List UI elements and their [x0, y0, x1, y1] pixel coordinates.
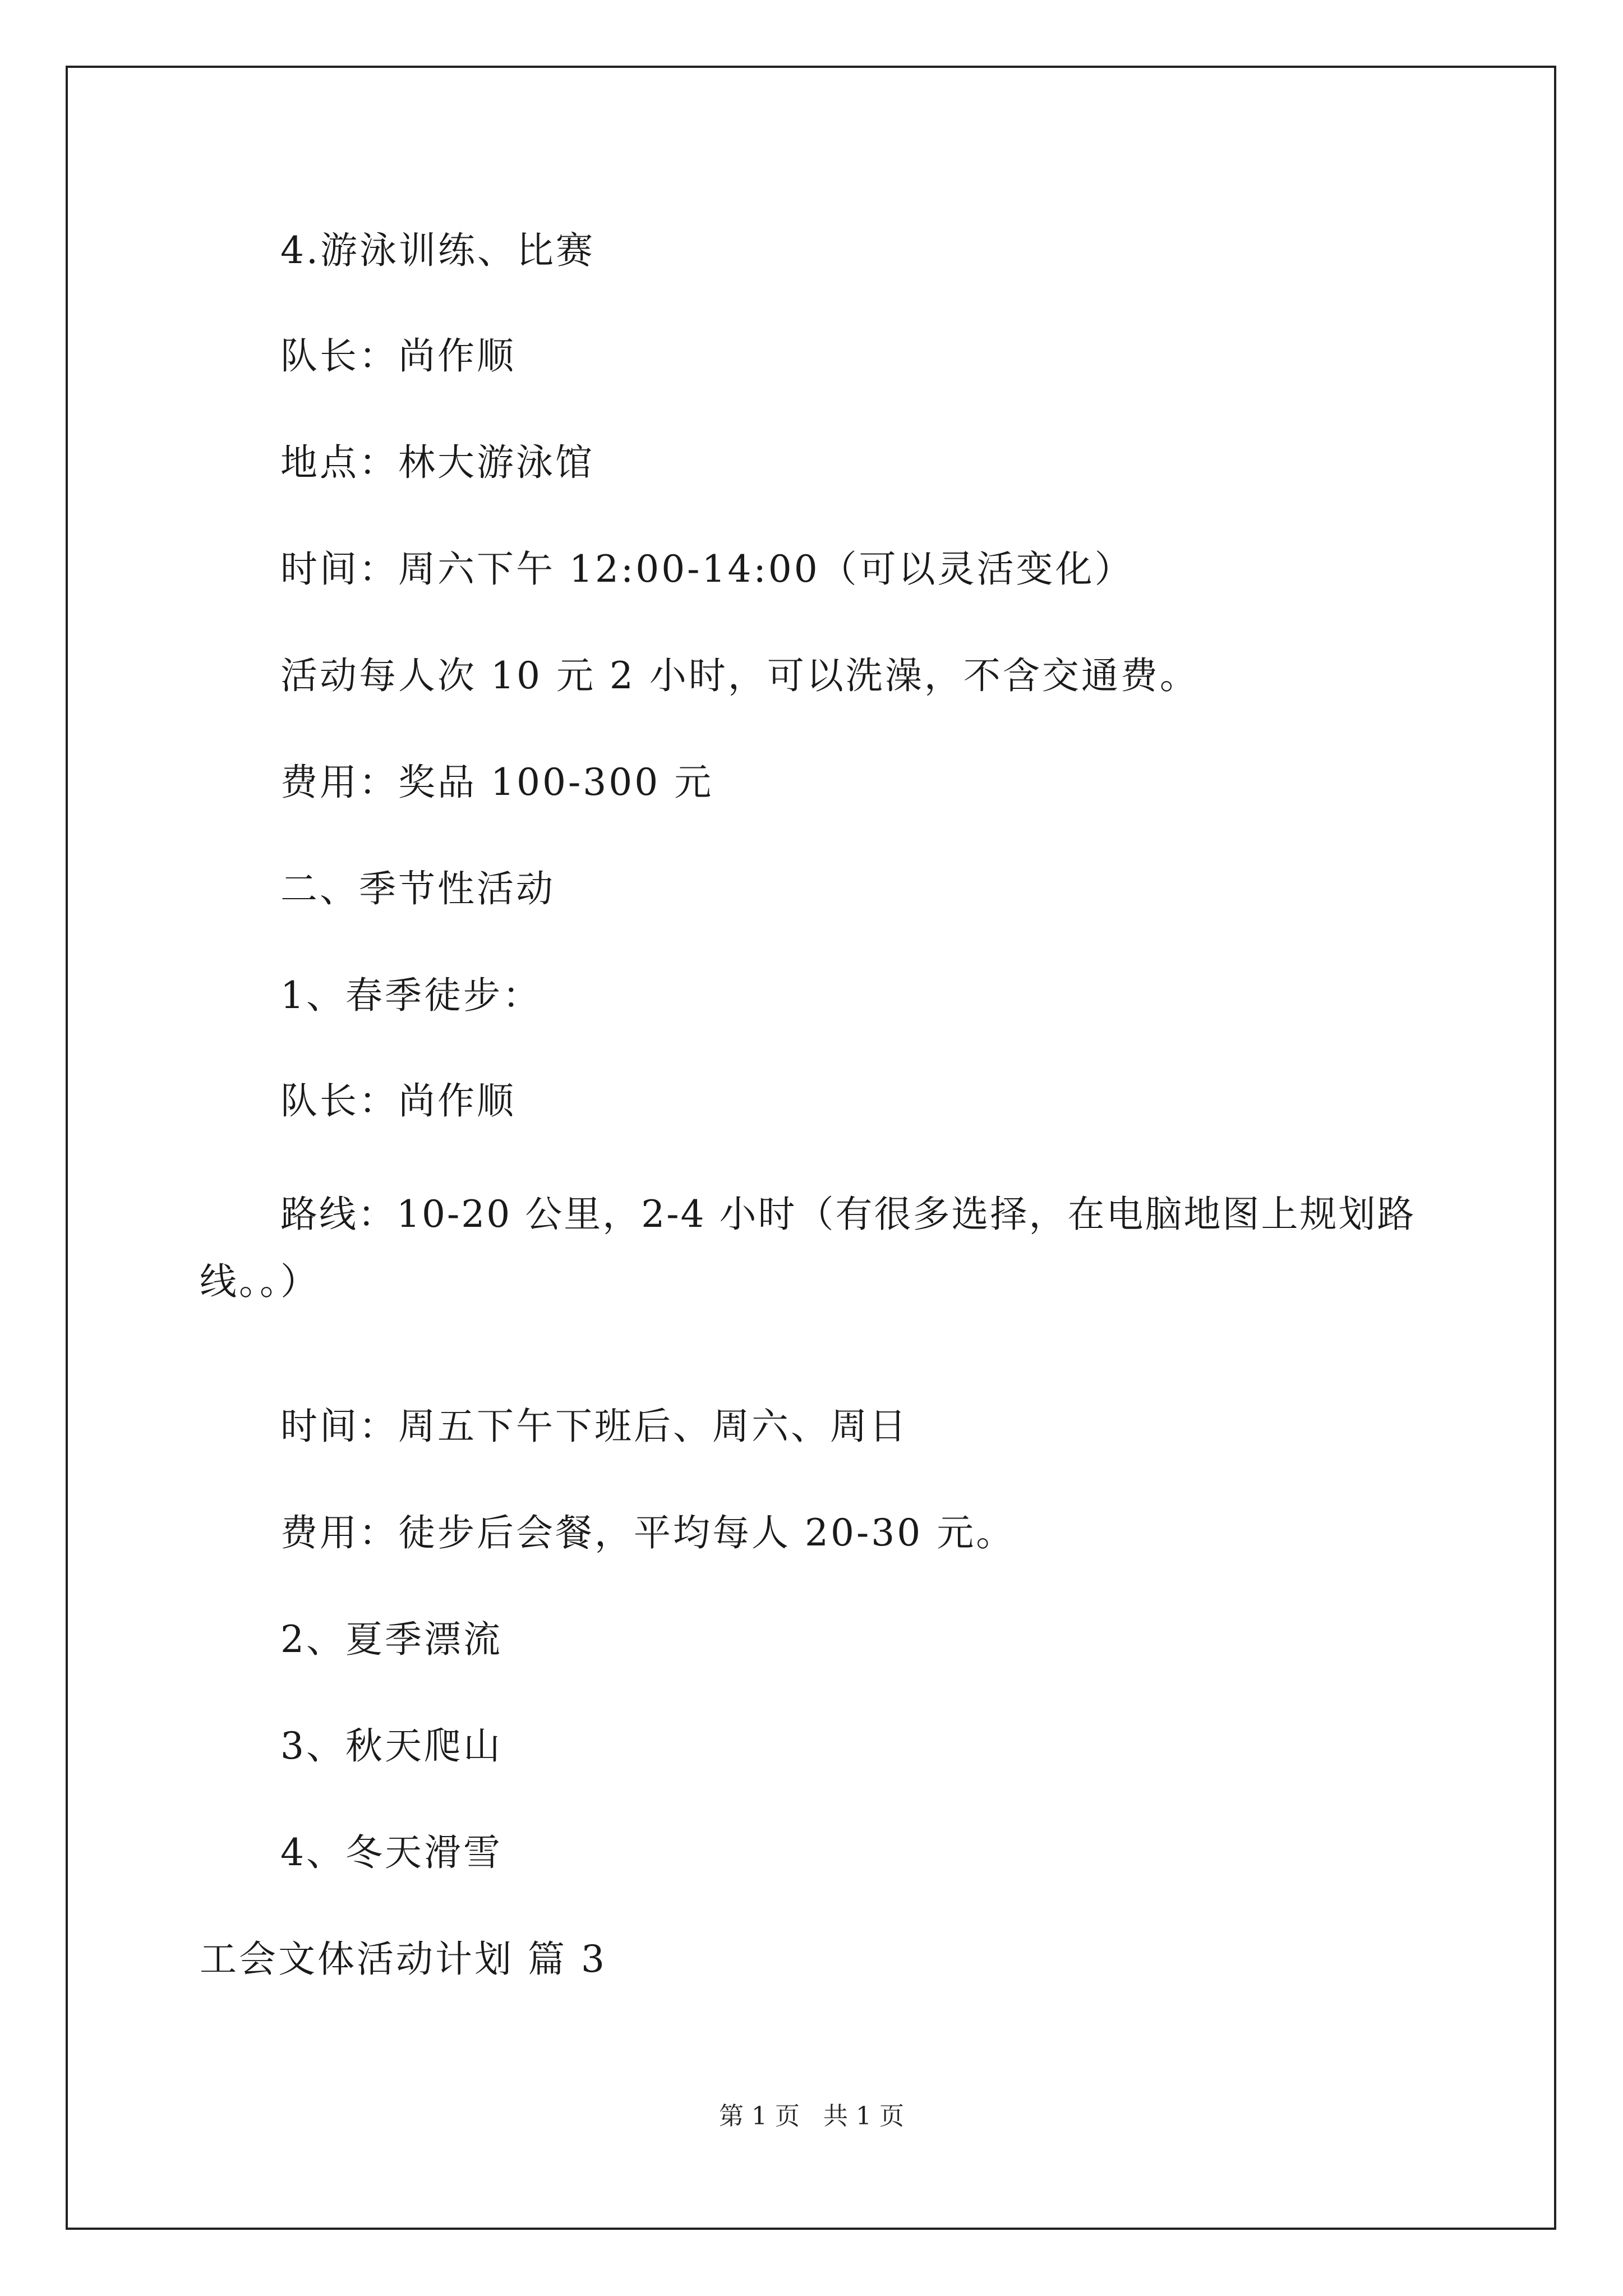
page-number-current: 第 1 页: [719, 2102, 800, 2131]
paragraph-location: 地点：林大游泳馆: [280, 441, 594, 484]
item-summer-rafting: 2、夏季漂流: [280, 1618, 502, 1661]
page-number-total: 共 1 页: [823, 2102, 904, 2131]
page-footer: [0, 2101, 1623, 2132]
paragraph-cost-prizes: 费用：奖品 100-300 元: [280, 761, 714, 804]
paragraph-activity-fee: 活动每人次 10 元 2 小时，可以洗澡，不含交通费。: [280, 654, 1199, 697]
paragraph-time-hike: 时间：周五下午下班后、周六、周日: [280, 1405, 909, 1448]
paragraph-captain: 队长：尚作顺: [280, 334, 516, 378]
section-heading-swimming: 4.游泳训练、比赛: [280, 229, 595, 272]
item-winter-skiing: 4、冬天滑雪: [280, 1831, 502, 1874]
section-heading-seasonal: 二、季节性活动: [280, 867, 555, 910]
paragraph-route-continued: 线。。）: [200, 1260, 320, 1303]
paragraph-time: 时间：周六下午 12:00-14:00（可以灵活变化）: [280, 547, 1134, 591]
paragraph-captain-hike: 队长：尚作顺: [280, 1079, 516, 1122]
page-border: [66, 66, 1556, 2230]
item-autumn-climbing: 3、秋天爬山: [280, 1724, 502, 1768]
paragraph-route: 路线：10-20 公里，2-4 小时（有很多选择，在电脑地图上规划路: [280, 1193, 1416, 1236]
section-title-part3: 工会文体活动计划 篇 3: [200, 1938, 607, 1981]
section-heading-spring-hike: 1、春季徒步：: [280, 974, 542, 1017]
paragraph-cost-hike: 费用：徒步后会餐，平均每人 20-30 元。: [280, 1511, 1016, 1554]
